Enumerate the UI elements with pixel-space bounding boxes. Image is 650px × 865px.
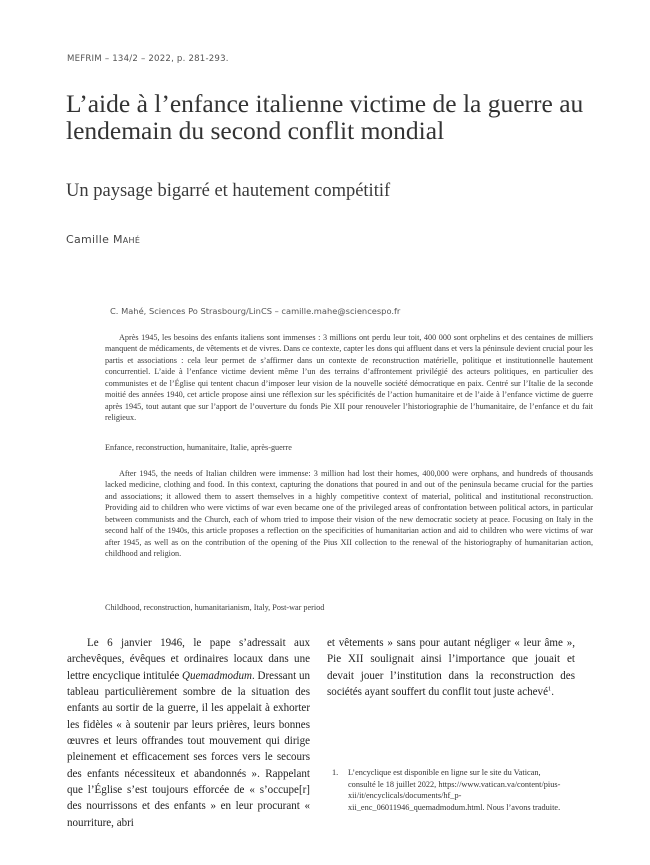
author-last-name: Mahé	[112, 233, 141, 246]
footnote-number: 1.	[332, 768, 339, 777]
author-name	[66, 233, 140, 246]
author-first-name: Camille	[66, 233, 110, 246]
abstract-french: Après 1945, les besoins des enfants italiens sont immenses : 3 millions ont perdu leur toit, 400 000 sont orphelins et des centaines de milliers manquent de médicaments, de vêtements et de vivres. Dans ce contexte, capter les dons qui affluent dans et vers la péninsule devient crucial pour les partis et associations : cela leur permet de s’affirmer dans un contexte de reconstruction matérielle, politique et institutionnelle hautement concurrentiel. L’aide à l’enfance victime devient même l’un des terrains d’affrontement privilégié des acteurs politiques, en particulier des communistes et de l’Église qui tentent chacun d’imposer leur vision de la nouvelle société démocratique en paix. Centré sur l’Italie de la seconde moitié des années 1940, cet article propose ainsi une réflexion sur les spécificités de l’action humanitaire et de l’aide à l’enfance victime de guerre après 1945, tout autant que sur l’apport de l’ouverture du fonds Pie XII pour renouveler l’historiographie de l’humanitaire, de l’enfance et du fait religieux.	[105, 333, 593, 423]
footnote-1	[332, 767, 569, 813]
body-left-text-2: . Dressant un tableau particulièrement sombre de la situation des enfants au sortir de la guerre, il les appelait à exhorter les fidèles « à soutenir par leurs prières, leurs bonnes œuvres et leurs offrandes tout mouvement qui dirige pleinement et efficacement ses forces vers le secours des enfants nécessiteux et abandonnés ». Rappelant que l’Église s’est toujours efforcée de « s’occupe[r] des nourrissons et des enfants » en leur procurant « nourriture, abri	[67, 669, 310, 829]
body-left-text-1: Le 6 janvier 1946, le pape s’adressait aux archevêques, évêques et ordinaires locaux dans une lettre encyclique intitulée	[67, 637, 310, 682]
abstract-english: After 1945, the needs of Italian children were immense: 3 million had lost their homes, 400,000 were orphans, and hundreds of thousands lacked medicine, clothing and food. In this context, capturing the donations that poured in and out of the peninsula became crucial for the parties and associations; it allowed them to assert themselves in a highly competitive context of material, political and institutional reconstruction. Providing aid to children who were victims of war even became one of the privileged areas of confrontation between political actors, in particular between communists and the Church, each of whom tried to impose their vision of the new democratic society at peace. Focusing on Italy in the second half of the 1940s, this article proposes a reflection on the specificities of humanitarian action and aid to children who were victims of war after 1945, as well as on the contribution of the opening of the Pius XII collection to the renewal of the historiography of humanitarian action, childhood and religion.	[105, 469, 593, 559]
author-affiliation: C. Mahé, Sciences Po Strasbourg/LinCS – camille.mahe@sciencespo.fr	[110, 306, 401, 316]
footnote-marker[interactable]: 1	[547, 685, 552, 693]
keywords-english: Childhood, reconstruction, humanitarianism, Italy, Post-war period	[105, 603, 325, 612]
body-column-left	[67, 635, 310, 831]
body-right-end: .	[551, 686, 554, 699]
journal-reference: MEFRIM – 134/2 – 2022, p. 281-293.	[67, 54, 229, 64]
keywords-french: Enfance, reconstruction, humanitaire, Italie, après-guerre	[105, 443, 292, 452]
body-column-right	[327, 635, 575, 700]
footnote-text: L’encyclique est disponible en ligne sur le site du Vatican, consulté le 18 juillet 2022, https://www.vatican.va/content/pius-xii/it/encyclicals/documents/hf_p-xii_enc_06011946_quemadmodum.html. Nous l’avons traduite.	[348, 768, 561, 812]
article-subtitle: Un paysage bigarré et hautement compétitif	[66, 181, 391, 201]
article-title: L’aide à l’enfance italienne victime de la guerre au lendemain du second conflit mondial	[66, 89, 584, 145]
body-right-text: et vêtements » sans pour autant négliger « leur âme », Pie XII soulignait ainsi l’importance que jouait et devait jouer l’institution dans la reconstruction des sociétés ayant souffert du conflit tout juste achevé	[327, 637, 575, 699]
encyclical-title: Quemadmodum	[182, 669, 252, 682]
